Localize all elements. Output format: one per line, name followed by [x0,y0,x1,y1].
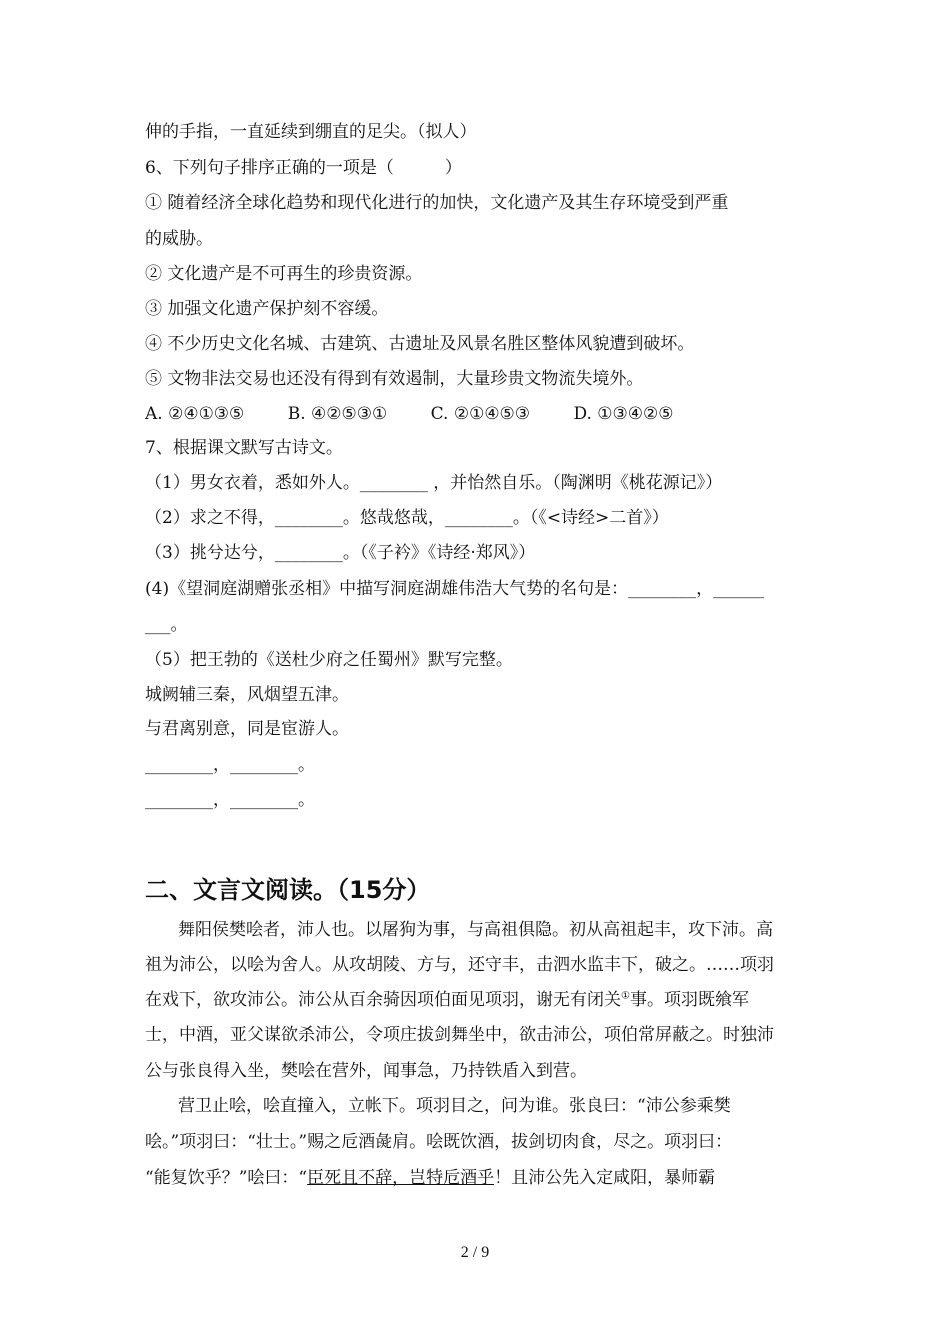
reading-text: 之，问为谁。张良曰：“沛公参乘樊 [467,1096,731,1116]
page-number: 2 / 9 [460,1244,490,1261]
reading-text: 蔽之。时独沛 [672,1025,774,1045]
option-a: A. ②④①③⑤ [145,404,245,424]
poem-line-1: 城阙辅三秦，风烟望五津。 [145,685,349,705]
blank-line-2: ________，________。 [145,790,315,810]
reading-text: 事。项羽既飨军 [629,990,749,1010]
reading-text: 饮酒，拔剑切肉食，尽之。项羽曰： [460,1132,733,1152]
option-c: C. ②①④⑤③ [430,404,531,424]
emphasis-char: 既 [443,1132,461,1152]
sentence-3: ③ 加强文化遗产保护刻不容缓。 [145,299,389,319]
sentence-1-cont: 的威胁。 [145,229,213,249]
blank-line-1: ________，________。 [145,755,315,775]
text-line: 伸的手指，一直延续到绷直的足尖。（拟人） [145,122,477,142]
sentence-5: ⑤ 文物非法交易也还没有得到有效遏制，大量珍贵文物流失境外。 [145,369,644,389]
option-b: B. ④②⑤③① [287,404,388,424]
reading-line [145,988,815,1012]
poem-line-2: 与君离别意，同是宦游人。 [145,719,349,739]
poem-prompt-2: （2）求之不得，________。悠哉悠哉，________。（《<诗经>二首》） [145,508,669,528]
underlined-sentence: 臣死且不辞，岂特卮酒乎 [307,1168,495,1188]
reading-line [145,1166,815,1190]
option-d: D. ①③④②⑤ [573,404,674,424]
reading-line: 舞阳侯樊哙者，沛人也。以屠狗为事，与高祖俱隐。初从高祖起丰，攻下沛。高 [178,920,773,940]
poem-prompt-3: （3）挑兮达兮，________。（《子衿》《诗经·郑风》） [145,543,536,563]
poem-prompt-4: (4)《望洞庭湖赠张丞相》中描写洞庭湖雄伟浩大气势的名句是：________，______ [145,579,765,599]
poem-prompt-4-cont: ___。 [145,615,188,635]
answer-options [145,402,815,426]
question-7: 7、根据课文默写古诗文。 [145,438,343,458]
emphasis-char: 目 [450,1096,467,1116]
reading-line [178,1094,815,1118]
reading-line [145,1023,815,1047]
reading-text: 营卫止哙，哙直撞入，立帐下。项羽 [178,1096,450,1116]
question-6: 6、下列句子排序正确的一项是（ ） [145,158,462,178]
section-heading: 二、文言文阅读。（15分） [145,876,431,904]
sentence-2: ② 文化遗产是不可再生的珍贵资源。 [145,264,423,284]
poem-prompt-5: （5）把王勃的《送杜少府之任蜀州》默写完整。 [145,650,513,670]
reading-text: 哙。”项羽曰：“壮士。”赐之卮酒彘肩。哙 [145,1132,444,1152]
reading-line: 祖为沛公，以哙为舍人。从攻胡陵、方与，还守丰，击泗水监丰下，破之。……项羽 [145,955,774,975]
reading-text: 在戏下，欲攻沛公。沛公从百余骑因项伯面见项羽，谢无有闭关 [145,990,621,1010]
sentence-4: ④ 不少历史文化名城、古建筑、古遗址及风景名胜区整体风貌遭到破坏。 [145,334,695,354]
reading-line [145,1130,815,1154]
emphasis-char: 屏 [655,1025,672,1045]
poem-prompt-1: （1）男女衣着，悉如外人。________ ，并怡然自乐。（陶渊明《桃花源记》） [145,473,723,493]
footnote-mark: ① [621,990,630,1002]
reading-text: “能复饮乎？”哙曰：“ [145,1168,308,1188]
reading-text: ！且沛公先入定咸阳，暴师霸 [494,1168,716,1188]
sentence-1: ① 随着经济全球化趋势和现代化进行的加快，文化遗产及其生存环境受到严重 [145,193,729,213]
reading-text: 士，中酒，亚父谋欲杀沛公，令项庄拔剑舞坐中，欲击沛公，项伯常 [145,1025,655,1045]
reading-line: 公与张良得入坐，樊哙在营外，闻事急，乃持铁盾入到营。 [145,1061,587,1081]
